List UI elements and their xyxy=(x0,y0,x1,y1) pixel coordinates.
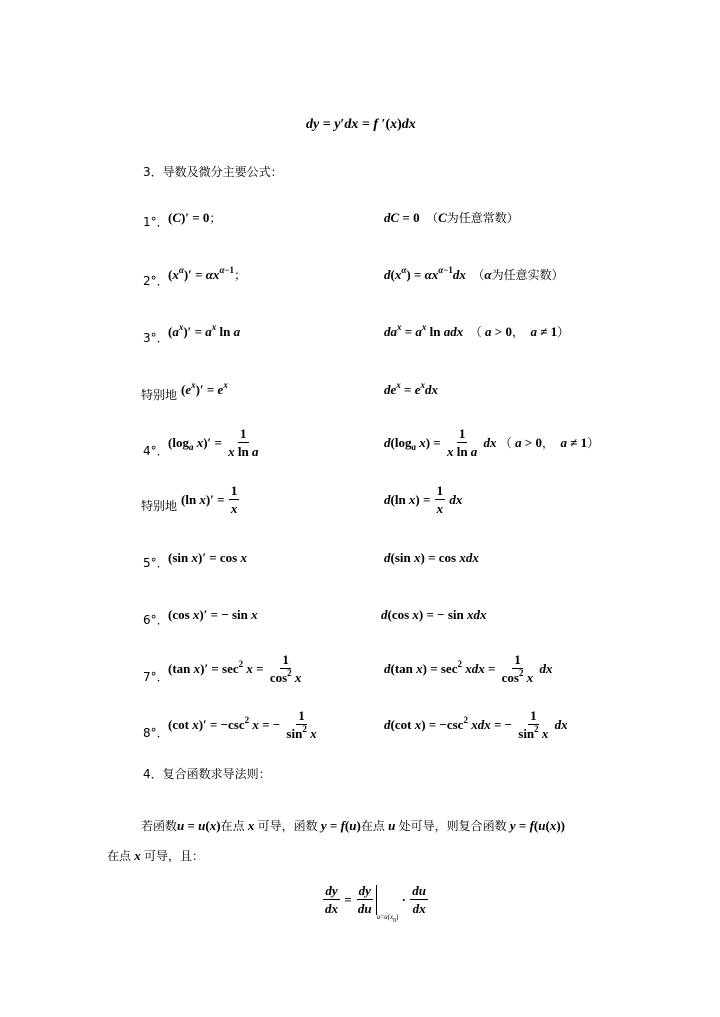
section-4-heading: 4．复合函数求导法则： xyxy=(143,767,271,781)
differential-exponential: $da^x = a^x$ ln adx （ a > 0， a ≠ 1） xyxy=(384,322,570,339)
row-label: 特别地 xyxy=(141,499,178,513)
row-label: 5°． xyxy=(143,556,169,570)
row-label: 6°． xyxy=(143,613,169,627)
differential-constant: dC = 0 （C为任意常数） xyxy=(384,210,519,225)
derivative-sin: (sin x)′ = cos x xyxy=(168,550,247,565)
formula-row-special-e xyxy=(141,384,177,403)
derivative-cot: (cot $x)' = -\csc^2$ x = − $\frac{1}{\sin^2 x}$ xyxy=(168,708,317,741)
differential-cot: d(cot $x) = -\csc^2$ xdx = − $\frac{1}{\sin^2 x}$ dx xyxy=(384,708,568,741)
derivative-exponential: $(a^x)' = a^x$ ln a xyxy=(168,322,241,339)
chain-rule-paragraph-line-2: 在点 x 可导，且： xyxy=(107,848,205,863)
row-label: 8°． xyxy=(143,726,169,740)
differential-log: $d(\log_a$ x) = $\frac{1}{\text{x ln a}}$ dx （ a > 0， a ≠ 1） xyxy=(384,426,600,459)
formula-row-8 xyxy=(143,722,169,741)
derivative-e: $(e^x)' = e^x$ xyxy=(181,380,228,397)
differential-sin: d(sin x) = cos xdx xyxy=(384,550,479,565)
row-label: 特别地 xyxy=(141,388,178,402)
row-label: 1°． xyxy=(143,215,169,229)
formula-row-3 xyxy=(143,327,169,346)
formula-row-special-ln xyxy=(141,495,177,514)
equation-chain-rule: $\frac{dy}{dx}$ = $\frac{dy}{du}$ $_{u=u(x_0)}$ · $\frac{du}{dx}$ xyxy=(325,883,426,924)
row-label: 3°． xyxy=(143,331,169,345)
differential-cos: d(cos x) = − sin xdx xyxy=(381,607,487,622)
formula-row-2 xyxy=(143,270,169,289)
derivative-cos: (cos x)′ = − sin x xyxy=(168,607,258,622)
differential-tan: d(tan $x) = \sec^2$ xdx = $\frac{1}{\cos^2 x}$ dx xyxy=(384,652,553,685)
derivative-ln: (ln x)′ = $\frac{1}{x}$ xyxy=(181,483,238,516)
row-label: 2°． xyxy=(143,274,169,288)
derivative-tan: (tan $x)' = \sec^2 x$ = $\frac{1}{\cos^2 x}$ xyxy=(168,652,302,685)
equation-differential: dy = y′dx = f ′(x)dx xyxy=(306,117,416,132)
differential-e: $de^x = e^xdx$ xyxy=(384,380,438,397)
chain-rule-paragraph-line-1: 若函数u = u(x)在点 x 可导，函数 y = f(u)在点 u 处可导，则复合函数 y = f(u(x)) xyxy=(141,818,565,833)
formula-row-6 xyxy=(143,609,169,628)
differential-power: $d(x^\alpha) = \alpha x^{\alpha-1}dx$ （α为任意实数） xyxy=(384,265,564,282)
derivative-constant: (C)′ = 0； xyxy=(168,210,222,225)
row-label: 4°． xyxy=(143,444,169,458)
row-label: 7°． xyxy=(143,670,169,684)
differential-ln: d(ln x) = $\frac{1}{x}$ dx xyxy=(384,483,463,516)
formula-row-5 xyxy=(143,552,169,571)
derivative-power: $(x^\alpha)' = \alpha x^{\alpha-1}$； xyxy=(168,265,247,282)
section-3-heading: 3．导数及微分主要公式： xyxy=(143,165,283,179)
formula-row-1 xyxy=(143,211,169,230)
derivative-log: ($\log_a$ x)′ = $\frac{1}{\text{x ln a}}$ xyxy=(168,426,259,459)
formula-row-7 xyxy=(143,666,169,685)
formula-row-4 xyxy=(143,440,169,459)
